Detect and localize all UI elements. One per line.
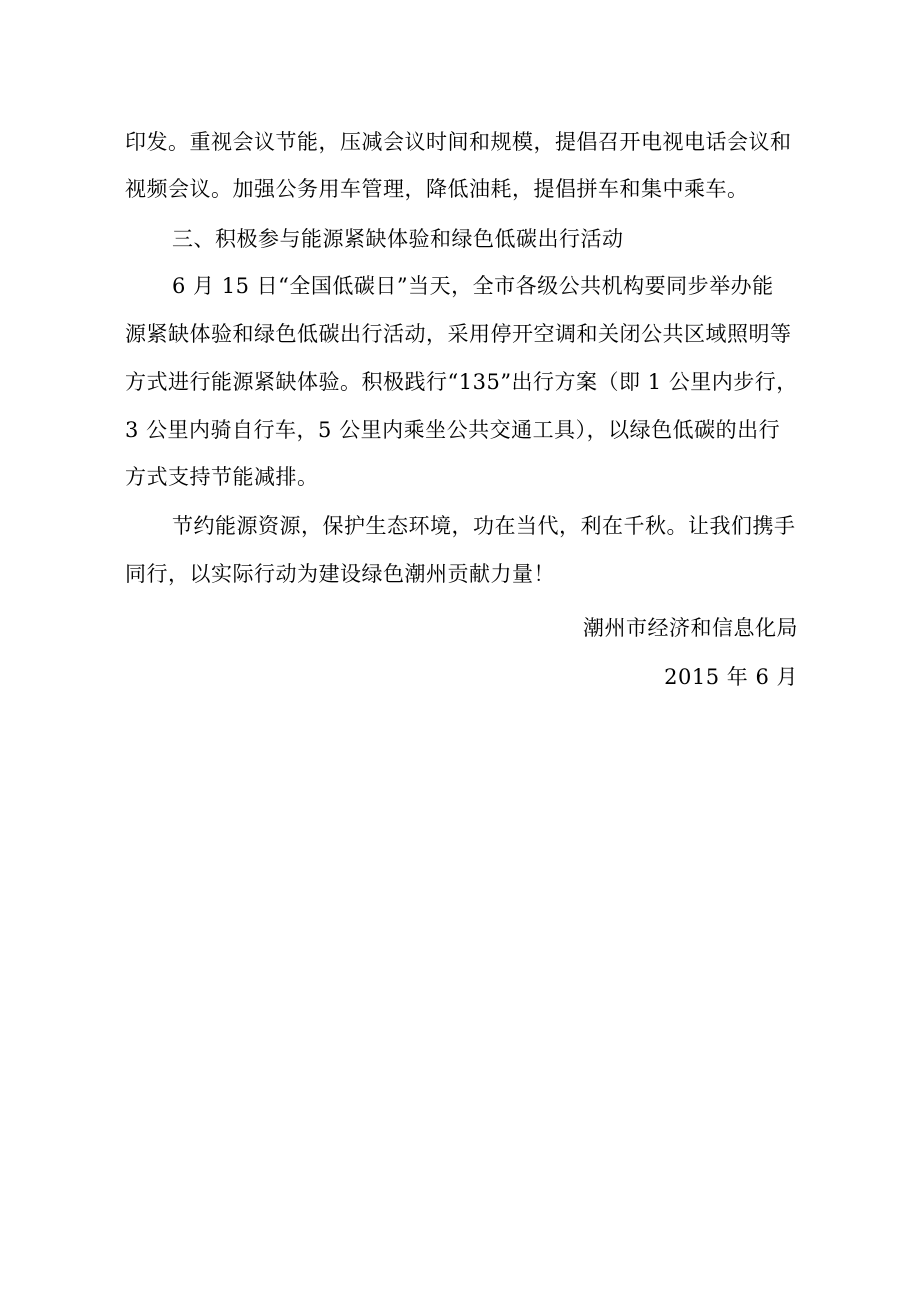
paragraph-2-line-1: 6 月 15 日“全国低碳日”当天，全市各级公共机构要同步举办能 xyxy=(172,274,774,298)
paragraph-2-line-5: 方式支持节能减排。 xyxy=(125,465,319,489)
paragraph-2-line-2: 源紧缺体验和绿色低碳出行活动，采用停开空调和关闭公共区域照明等 xyxy=(125,322,792,346)
paragraph-3-line-1: 节约能源资源，保护生态环境，功在当代，利在千秋。让我们携手 xyxy=(172,514,796,538)
signature: 潮州市经济和信息化局 xyxy=(583,616,798,640)
section-heading: 三、积极参与能源紧缺体验和绿色低碳出行活动 xyxy=(172,227,624,251)
paragraph-1-line-1: 印发。重视会议节能，压减会议时间和规模，提倡召开电视电话会议和 xyxy=(125,130,792,154)
paragraph-3-line-2: 同行，以实际行动为建设绿色潮州贡献力量！ xyxy=(125,562,555,586)
paragraph-1-line-2: 视频会议。加强公务用车管理，降低油耗，提倡拼车和集中乘车。 xyxy=(125,177,749,201)
paragraph-2-line-4: 3 公里内骑自行车，5 公里内乘坐公共交通工具），以绿色低碳的出行 xyxy=(125,418,781,442)
paragraph-2-line-3: 方式进行能源紧缺体验。积极践行“135”出行方案（即 1 公里内步行， xyxy=(125,370,798,394)
date: 2015 年 6 月 xyxy=(664,665,798,689)
